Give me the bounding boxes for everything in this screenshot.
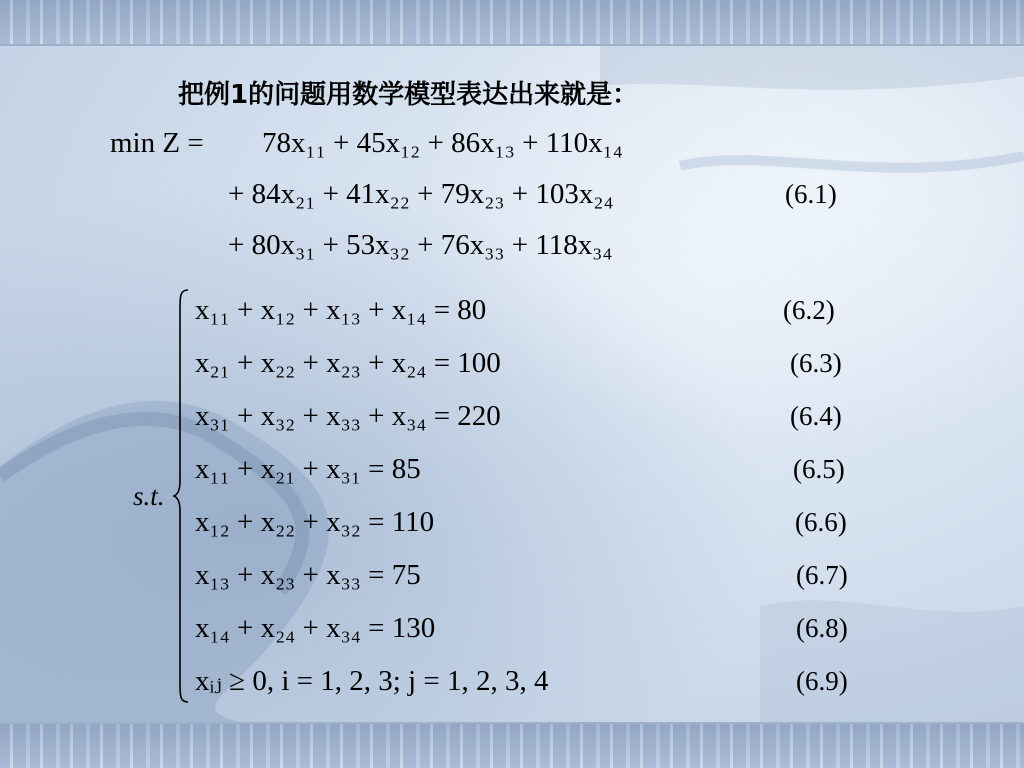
equation-number-6-2: (6.2) (783, 295, 835, 325)
bottom-band-divider (0, 722, 1024, 724)
objective-row-2: + 84x₂₁ + 41x₂₂ + 79x₂₃ + 103x₂₄ (228, 178, 614, 210)
constraint-6-7: x₁₃ + x₂₃ + x₃₃ = 75 (195, 559, 421, 591)
slide-title: 把例1的问题用数学模型表达出来就是： (178, 80, 639, 110)
constraint-6-5: x₁₁ + x₂₁ + x₃₁ = 85 (195, 453, 421, 485)
equation-number-6-6: (6.6) (795, 507, 847, 537)
subject-to-label: s.t. (133, 481, 165, 511)
constraint-6-4: x₃₁ + x₃₂ + x₃₃ + x₃₄ = 220 (195, 400, 501, 432)
equation-number-6-9: (6.9) (796, 666, 848, 696)
equation-number-6-3: (6.3) (790, 348, 842, 378)
equation-number-6-1: (6.1) (785, 179, 837, 209)
constraint-6-2: x₁₁ + x₁₂ + x₁₃ + x₁₄ = 80 (195, 294, 487, 326)
constraint-6-3: x₂₁ + x₂₂ + x₂₃ + x₂₄ = 100 (195, 347, 501, 379)
objective-lhs: min Z = (110, 127, 204, 159)
equation-number-6-7: (6.7) (796, 560, 848, 590)
objective-row-3: + 80x₃₁ + 53x₃₂ + 76x₃₃ + 118x₃₄ (228, 229, 613, 261)
objective-row-1: 78x₁₁ + 45x₁₂ + 86x₁₃ + 110x₁₄ (262, 127, 623, 159)
equation-number-6-8: (6.8) (796, 613, 848, 643)
top-decorative-band (0, 0, 1024, 44)
constraint-brace (172, 286, 194, 706)
equation-number-6-5: (6.5) (793, 454, 845, 484)
constraint-6-9: xᵢⱼ ≥ 0, i = 1, 2, 3; j = 1, 2, 3, 4 (195, 665, 549, 697)
equation-number-6-4: (6.4) (790, 401, 842, 431)
constraint-6-6: x₁₂ + x₂₂ + x₃₂ = 110 (195, 506, 435, 538)
bottom-decorative-band (0, 724, 1024, 768)
constraint-6-8: x₁₄ + x₂₄ + x₃₄ = 130 (195, 612, 436, 644)
